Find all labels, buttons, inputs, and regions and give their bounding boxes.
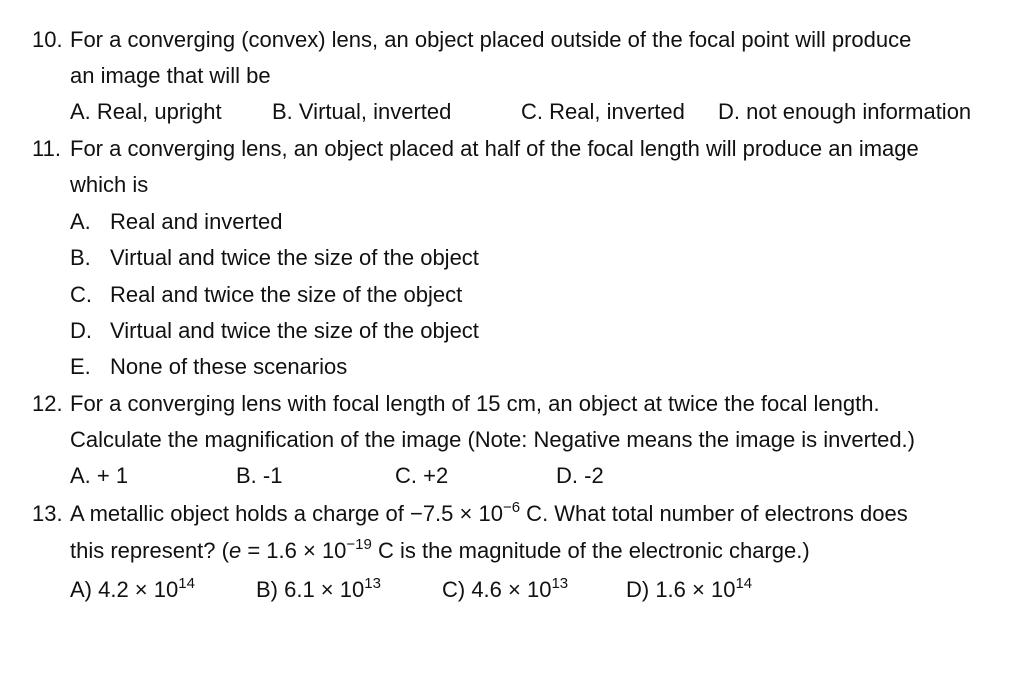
q10-option-c: C. Real, inverted: [521, 99, 685, 124]
q11-option-b-text: Virtual and twice the size of the object: [110, 245, 479, 270]
q13-option-b: [256, 575, 381, 605]
q10-line2: an image that will be: [70, 63, 271, 88]
q10-option-a: A. Real, upright: [70, 99, 222, 124]
q11-option-c-text: Real and twice the size of the object: [110, 282, 463, 307]
q12-number: 12.: [32, 391, 63, 416]
q12-option-d: D. -2: [556, 463, 604, 488]
q13-option-d-base: D) 1.6 × 10: [626, 577, 736, 602]
q13-option-b-base: B) 6.1 × 10: [256, 577, 365, 602]
q10-number: 10.: [32, 27, 63, 52]
q13-line2-exponent: −19: [346, 536, 372, 553]
q13-line1-exponent: −6: [502, 499, 521, 516]
q12-option-c: C. +2: [395, 463, 449, 488]
q13-line2-mid: = 1.6 × 10: [241, 538, 347, 563]
q13-line2: [70, 536, 810, 566]
q12-line1: For a converging lens with focal length of 15 cm, an object at twice the focal length.: [70, 391, 880, 416]
q13-option-c: [442, 575, 568, 605]
q13-line2-variable: e: [228, 538, 242, 563]
q11-number: 11.: [32, 136, 61, 161]
q10-line1: For a converging (convex) lens, an object placed outside of the focal point will produce: [70, 27, 912, 52]
q11-option-b-letter: B.: [70, 245, 91, 270]
q11-option-d-text: Virtual and twice the size of the object: [110, 318, 479, 343]
q13-option-c-base: C) 4.6 × 10: [442, 577, 552, 602]
q12-line2: Calculate the magnification of the image (Note: Negative means the image is inverted.): [70, 427, 915, 452]
q13-option-b-exponent: 13: [364, 575, 381, 592]
q11-option-c-letter: C.: [70, 282, 92, 307]
q13-option-d-exponent: 14: [735, 575, 753, 592]
q12-option-b: B. -1: [236, 463, 283, 488]
q12-option-a: A. + 1: [70, 463, 129, 488]
q11-line1: For a converging lens, an object placed at half of the focal length will produce an image: [70, 136, 919, 161]
q13-option-c-exponent: 13: [551, 575, 569, 592]
q11-option-a-letter: A.: [70, 209, 91, 234]
q13-number: 13.: [32, 501, 63, 526]
q13-option-d: [626, 575, 752, 605]
q13-line1-post: C. What total number of electrons does: [520, 501, 908, 526]
q13-line1: [70, 499, 908, 529]
q11-option-e-letter: E.: [70, 354, 91, 379]
q13-line2-pre: this represent? (: [70, 538, 229, 563]
q11-line2: which is: [70, 172, 149, 197]
q11-option-d-letter: D.: [70, 318, 92, 343]
q13-option-a: [70, 575, 195, 605]
q13-line2-post: C is the magnitude of the electronic charge.): [371, 538, 810, 563]
q13-option-a-exponent: 14: [178, 575, 195, 592]
q11-option-a-text: Real and inverted: [110, 209, 283, 234]
q10-option-b: B. Virtual, inverted: [272, 99, 452, 124]
q13-option-a-base: A) 4.2 × 10: [70, 577, 179, 602]
q10-option-d: D. not enough information: [718, 99, 972, 124]
q13-line1-pre: A metallic object holds a charge of −7.5 × 10: [70, 501, 503, 526]
q11-option-e-text: None of these scenarios: [110, 354, 348, 379]
